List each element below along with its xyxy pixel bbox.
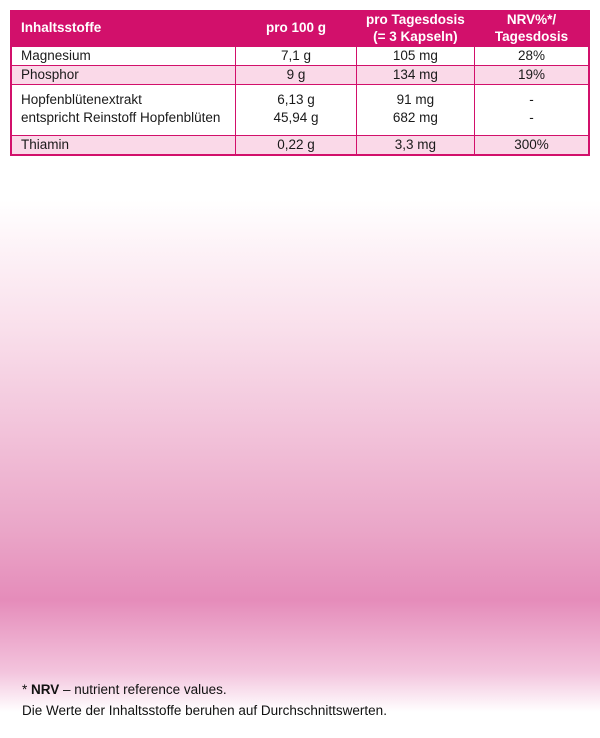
- cell-per-daily-dose-line1: 91 mg: [396, 92, 435, 108]
- column-header-per-daily-dose-line1: pro Tagesdosis: [365, 12, 465, 27]
- cell-nrv: 28%: [475, 46, 589, 65]
- cell-ingredient-name: Thiamin: [11, 135, 236, 155]
- table-row: [11, 46, 589, 65]
- cell-per-daily-dose: 105 mg: [356, 46, 474, 65]
- cell-per-daily-dose-line2: 682 mg: [392, 110, 438, 126]
- nutrition-table-container: [10, 10, 590, 156]
- footnote-definition: – nutrient reference values.: [59, 682, 227, 697]
- cell-nrv-line2: -: [529, 110, 534, 126]
- cell-ingredient-name-line2: entspricht Reinstoff Hopfenblüten: [21, 110, 221, 126]
- cell-nrv: [475, 85, 589, 135]
- cell-nrv-line1: -: [529, 92, 534, 108]
- cell-ingredient-name-line1: Hopfenblütenextrakt: [21, 92, 142, 108]
- footnote-abbreviation: NRV: [31, 682, 60, 697]
- footnote-line-1: [22, 680, 502, 701]
- cell-per-100g-line1: 6,13 g: [277, 92, 315, 108]
- cell-per-100g: 0,22 g: [236, 135, 356, 155]
- column-header-per-100g: pro 100 g: [236, 11, 356, 46]
- footnote-star: *: [22, 682, 32, 697]
- table-row: [11, 135, 589, 155]
- table-header: [11, 11, 589, 46]
- cell-per-100g: 9 g: [236, 65, 356, 84]
- column-header-per-daily-dose-line2: (= 3 Kapseln): [373, 28, 458, 44]
- cell-per-100g: 7,1 g: [236, 46, 356, 65]
- cell-per-100g: [236, 85, 356, 135]
- footnote: [22, 680, 502, 722]
- nutrition-table: [10, 10, 590, 156]
- cell-nrv: 19%: [475, 65, 589, 84]
- table-body: [11, 46, 589, 155]
- footnote-line-2: Die Werte der Inhaltsstoffe beruhen auf Durchschnittswerten.: [22, 702, 387, 718]
- table-header-row: [11, 11, 589, 46]
- cell-per-100g-line2: 45,94 g: [273, 110, 319, 126]
- table-row: [11, 65, 589, 84]
- column-header-per-daily-dose: [356, 11, 474, 46]
- cell-per-daily-dose: 3,3 mg: [356, 135, 474, 155]
- cell-per-daily-dose: 134 mg: [356, 65, 474, 84]
- cell-ingredient-name: Phosphor: [11, 65, 236, 84]
- column-header-nrv: [475, 11, 589, 46]
- cell-ingredient-name: [11, 85, 236, 135]
- column-header-nrv-line2: Tagesdosis: [494, 28, 569, 44]
- cell-ingredient-name: Magnesium: [11, 46, 236, 65]
- table-row: [11, 85, 589, 135]
- cell-nrv: 300%: [475, 135, 589, 155]
- cell-per-daily-dose: [356, 85, 474, 135]
- column-header-ingredients: Inhaltsstoffe: [11, 11, 236, 46]
- column-header-nrv-line1: NRV%*/: [506, 12, 557, 27]
